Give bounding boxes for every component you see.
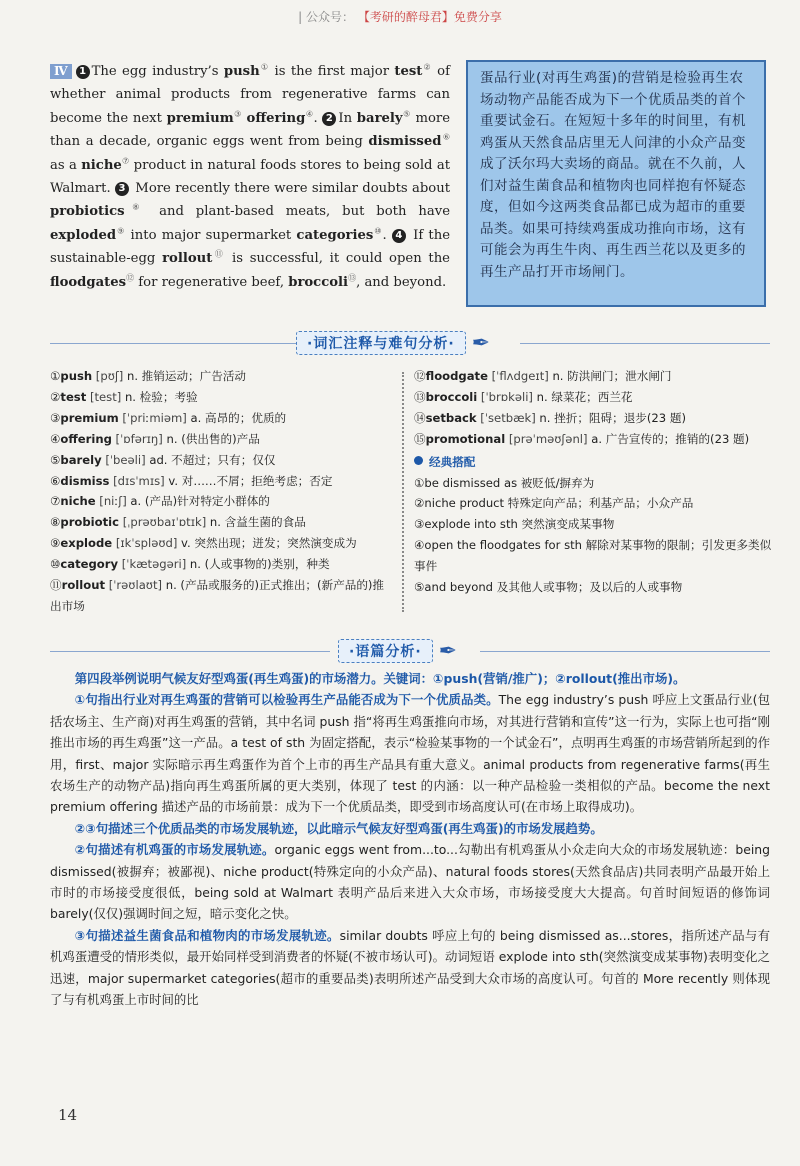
- vocab-phonetic: [ˈkætəgəri]: [118, 557, 187, 572]
- vocab-entry: [414, 429, 774, 450]
- footnote-marker: ②: [422, 62, 432, 72]
- keyword: probiotics: [50, 204, 125, 220]
- vocab-definition: n. (产品或服务的)正式推出；(新产品的)推出市场: [50, 578, 385, 613]
- vocab-entry: [50, 387, 395, 408]
- vocab-word: premium: [60, 410, 119, 425]
- vocab-phonetic: [ˈflʌdgeɪt]: [487, 369, 549, 383]
- vocab-word: test: [60, 389, 87, 404]
- vocab-phonetic: [dɪsˈmɪs]: [109, 473, 165, 488]
- vocab-entry: [50, 533, 395, 554]
- vocab-word: dismiss: [60, 473, 110, 488]
- vocab-entry: [50, 575, 395, 617]
- vocab-definition: n. 检验；考验: [121, 389, 198, 404]
- collocation-item: ③explode into sth 突然演变成某事物: [414, 517, 615, 532]
- analysis-paragraph: ①句指出行业对再生鸡蛋的营销可以检验再生产品能否成为下一个优质品类。The egg industry’s push 呼应上文蛋品行业(包括农场主、生产商)对再生鸡蛋的营销，其中名词 push 指“将再生鸡蛋推向市场，对其进行营销和宣传”这一行为，实际上也可指“刚推出市场的再生鸡蛋”这一产品。a test of sth 为固定搭配，表示“检验某事物的一个试金石”，点明再生鸡蛋的市场营销所起到的作用，first、major 实际暗示再生鸡蛋作为首个上市的再生产品具有重大意义。animal products from regenerative farms(再生农场生产的动物产品)指向再生鸡蛋所属的更大类别，体现了 test 的内涵：以一种产品检验一类相似的产品。become the next premium offering 描述产品的市场前景：成为下一个优质品类，即受到市场高度认可(在市场上取得成功)。: [50, 692, 770, 815]
- column-divider: [402, 372, 404, 612]
- collocation-item: ④open the floodgates for sth 解除对某事物的限制；引发更多类似事件: [414, 538, 772, 574]
- passage-text: , and beyond.: [356, 274, 447, 290]
- vocab-definition: n. 含益生菌的食品: [206, 515, 306, 530]
- keyword: broccoli: [288, 274, 349, 290]
- sentence-number-badge: 1: [76, 65, 90, 79]
- keyword: offering: [246, 110, 306, 126]
- keyword: rollout: [162, 251, 213, 267]
- vocab-index: ⑧: [50, 515, 61, 530]
- pen-icon: ✒: [471, 330, 491, 356]
- divider-line: [520, 343, 770, 344]
- passage-text: is the first major: [269, 64, 395, 79]
- share-tag: 【考研的醉母君】免费分享: [357, 10, 502, 24]
- vocab-section-title: ·词汇注释与难句分析·: [296, 331, 466, 355]
- passage-text: more than a decade, organic eggs went from being: [50, 110, 450, 150]
- analysis-subheading: ②③句描述三个优质品类的市场发展轨迹，以此暗示气候友好型鸡蛋(再生鸡蛋)的市场发展趋势。: [74, 820, 603, 836]
- passage-text: .: [313, 110, 323, 126]
- passage-text: into major supermarket: [125, 227, 297, 243]
- vocab-word: rollout: [61, 578, 106, 593]
- footnote-marker: ⑥: [441, 132, 450, 142]
- vocab-phonetic: [prəˈməʊʃənl]: [505, 431, 588, 446]
- passage-text: More recently there were similar doubts about: [130, 181, 450, 197]
- vocab-entry: [50, 471, 395, 492]
- vocab-word: explode: [60, 536, 113, 551]
- vocab-entry: [414, 387, 774, 408]
- vocab-definition: ad. 不超过；只有；仅仅: [145, 452, 276, 467]
- vocab-phonetic: [test]: [86, 389, 122, 404]
- vocab-entry: [50, 429, 395, 450]
- paragraph-number-badge: Ⅳ: [50, 64, 72, 79]
- vocab-word: offering: [60, 431, 112, 446]
- vocab-index: ⑥: [50, 473, 61, 488]
- keyword: exploded: [50, 227, 117, 243]
- vocab-index: ③: [50, 410, 61, 425]
- keyword: test: [394, 64, 423, 79]
- passage-text: of whether animal products from regenerative farms can become the next: [50, 64, 451, 126]
- collocation-item: ②niche product 特殊定向产品；利基产品；小众产品: [414, 496, 694, 511]
- vocab-index: ⑮: [414, 431, 426, 446]
- sentence-number-badge: 2: [322, 112, 336, 126]
- vocab-phonetic: [ˈpriːmiəm]: [118, 410, 187, 425]
- divider-line: [50, 651, 330, 652]
- sentence-number-badge: 4: [392, 229, 406, 243]
- bullet-icon: [414, 456, 423, 465]
- vocab-index: ⑬: [414, 389, 426, 404]
- vocab-list-left: [50, 366, 395, 617]
- keyword: niche: [81, 157, 122, 173]
- analysis-lead: 第四段举例说明气候友好型鸡蛋(再生鸡蛋)的市场潜力。关键词：①push(营销/推广)；②rollout(推出市场)。: [74, 671, 686, 686]
- sentence-number-badge: 3: [115, 182, 129, 196]
- vocab-word: promotional: [425, 431, 506, 446]
- vocab-phonetic: [ˈɒfərɪŋ]: [111, 431, 163, 446]
- vocab-word: broccoli: [425, 389, 478, 404]
- vocab-phonetic: [ˈrəʊlaʊt]: [105, 578, 163, 593]
- vocab-word: probiotic: [60, 515, 120, 530]
- vocab-word: setback: [425, 410, 477, 425]
- vocab-index: ①: [50, 369, 61, 383]
- vocab-definition: n. (供出售的)产品: [162, 431, 260, 446]
- vocab-phonetic: [ˈbrɒkəli]: [477, 389, 533, 404]
- collocation-item: ①be dismissed as 被贬低/摒弃为: [414, 475, 595, 490]
- vocab-entry: [414, 366, 774, 387]
- vocab-index: ⑨: [50, 536, 61, 551]
- vocab-word: barely: [60, 452, 102, 467]
- vocab-phonetic: [ˌprəʊbaɪˈɒtɪk]: [119, 515, 207, 530]
- vocab-definition: n. 推销运动；广告活动: [123, 369, 247, 383]
- wechat-label: | 公众号：: [298, 10, 354, 24]
- keyword: dismissed: [368, 134, 442, 150]
- vocab-phonetic: [pʊʃ]: [92, 369, 124, 383]
- footnote-marker: ⑩: [373, 226, 383, 236]
- vocab-entry: [414, 408, 774, 429]
- vocab-definition: n. 防洪闸门；泄水闸门: [548, 369, 672, 383]
- passage-text: The egg industry’s: [91, 64, 224, 79]
- vocab-definition: a. 高昂的；优质的: [186, 410, 287, 425]
- vocab-definition: n. (人或事物的)类别，种类: [186, 557, 330, 572]
- vocab-index: ④: [50, 431, 61, 446]
- analysis-paragraph: ③句描述益生菌食品和植物肉的市场发展轨迹。similar doubts 呼应上句的 being dismissed as...stores，指所述产品与有机鸡蛋遭受的情形类似，最开始同样受到消费者的怀疑(不被市场认可)。动词短语 explode into sth(突然演变成某事物)表明变化之迅速，major supermarket categories(超市的重要品类)表明所述产品受到大众市场的高度认可。句首的 More recently 则体现了与有机鸡蛋上市时间的比: [50, 927, 770, 1008]
- footnote-marker: ③: [233, 109, 242, 119]
- keyword: categories: [296, 227, 374, 243]
- vocab-entry: [50, 366, 395, 387]
- vocab-definition: a. (产品)针对特定小群体的: [126, 494, 270, 509]
- passage-text: is successful, it could open the: [225, 251, 450, 267]
- footnote-marker: ⑦: [121, 156, 130, 166]
- passage-text: .: [382, 227, 392, 243]
- page-header: [0, 8, 800, 25]
- footnote-marker: ⑬: [348, 273, 357, 283]
- page-number: 14: [58, 1106, 78, 1124]
- vocab-index: ⑩: [50, 557, 61, 572]
- vocab-entry: [50, 512, 395, 533]
- vocab-list-right: [414, 366, 774, 598]
- vocab-index: ⑦: [50, 494, 61, 509]
- analysis-section-banner: [338, 640, 538, 662]
- footnote-marker: ⑫: [126, 273, 135, 283]
- discourse-analysis: [50, 668, 770, 1011]
- vocab-word: push: [60, 369, 93, 383]
- vocab-index: ②: [50, 389, 61, 404]
- divider-line: [50, 343, 300, 344]
- footnote-marker: ①: [259, 62, 270, 72]
- footnote-marker: ⑤: [402, 109, 411, 119]
- vocab-section-banner: [296, 332, 496, 354]
- pen-icon: ✒: [438, 638, 458, 664]
- footnote-marker: ⑪: [212, 249, 226, 259]
- analysis-paragraph: ②句描述有机鸡蛋的市场发展轨迹。organic eggs went from...to...勾勒出有机鸡蛋从小众走向大众的市场发展轨迹：being dismissed(被摒弃；被鄙视)、niche product(特殊定向的小众产品)、natural foods stores(天然食品店)共同表明产品最开始上市时的市场接受度很低，being sold at Walmart 表明产品后来进入大众市场，市场接受度大大提高。句首时间短语的修饰词 barely(仅仅)强调时间之短，暗示变化之快。: [50, 842, 770, 922]
- passage-text: and plant-based meats, but both have: [147, 204, 450, 220]
- vocab-definition: a. 广告宣传的；推销的(23 题): [587, 431, 750, 446]
- vocab-index: ⑪: [50, 578, 62, 593]
- vocab-phonetic: [ˈbeəli]: [101, 452, 146, 467]
- vocab-entry: [50, 491, 395, 512]
- passage-text: as a: [50, 157, 82, 173]
- vocab-phonetic: [ɪkˈspləʊd]: [112, 536, 178, 551]
- vocab-entry: [50, 450, 395, 471]
- vocab-phonetic: [ˈsetbæk]: [476, 410, 536, 425]
- passage-text: In: [338, 110, 357, 126]
- vocab-word: floodgate: [425, 369, 488, 383]
- passage-text: product in natural foods stores to being sold at Walmart.: [50, 157, 450, 197]
- english-passage: [50, 60, 450, 294]
- keyword: premium: [166, 110, 234, 126]
- vocab-word: category: [60, 557, 119, 572]
- keyword: floodgates: [50, 274, 127, 290]
- vocab-entry: [50, 554, 395, 575]
- passage-text: If the sustainable-egg: [50, 227, 451, 267]
- vocab-definition: n. 绿菜花；西兰花: [532, 389, 633, 404]
- footnote-marker: ⑨: [116, 226, 126, 236]
- vocab-phonetic: [niːʃ]: [95, 494, 127, 509]
- footnote-marker: ④: [305, 109, 314, 119]
- footnote-marker: ⑧: [124, 203, 148, 213]
- vocab-index: ⑫: [414, 369, 426, 383]
- chinese-translation-box: 蛋品行业(对再生鸡蛋)的营销是检验再生农场动物产品能否成为下一个优质品类的首个重要试金石。在短短十多年的时间里，有机鸡蛋从天然食品店里无人问津的小众产品变成了沃尔玛大卖场的商品。就在不久前，人们对益生菌食品和植物肉也同样抱有怀疑态度，但如今这两类食品都已成为超市的重要品类。如果可持续鸡蛋成功推向市场，这有可能会为再生牛肉、再生西兰花以及更多的再生产品打开市场闸门。: [466, 60, 766, 307]
- vocab-word: niche: [60, 494, 96, 509]
- vocab-definition: v. 对……不屑；拒绝考虑；否定: [164, 473, 333, 488]
- collocation-item: ⑤and beyond 及其他人或事物；及以后的人或事物: [414, 580, 683, 595]
- vocab-entry: [50, 408, 395, 429]
- keyword: barely: [356, 110, 403, 126]
- vocab-definition: n. 挫折；阻碍；退步(23 题): [535, 410, 686, 425]
- analysis-section-title: ·语篇分析·: [338, 639, 433, 663]
- keyword: push: [223, 64, 260, 79]
- vocab-index: ⑭: [414, 410, 426, 425]
- vocab-index: ⑤: [50, 452, 61, 467]
- passage-text: for regenerative beef,: [134, 274, 289, 290]
- collocation-heading: 经典搭配: [414, 452, 774, 473]
- vocab-definition: v. 突然出现；迸发；突然演变成为: [177, 536, 357, 551]
